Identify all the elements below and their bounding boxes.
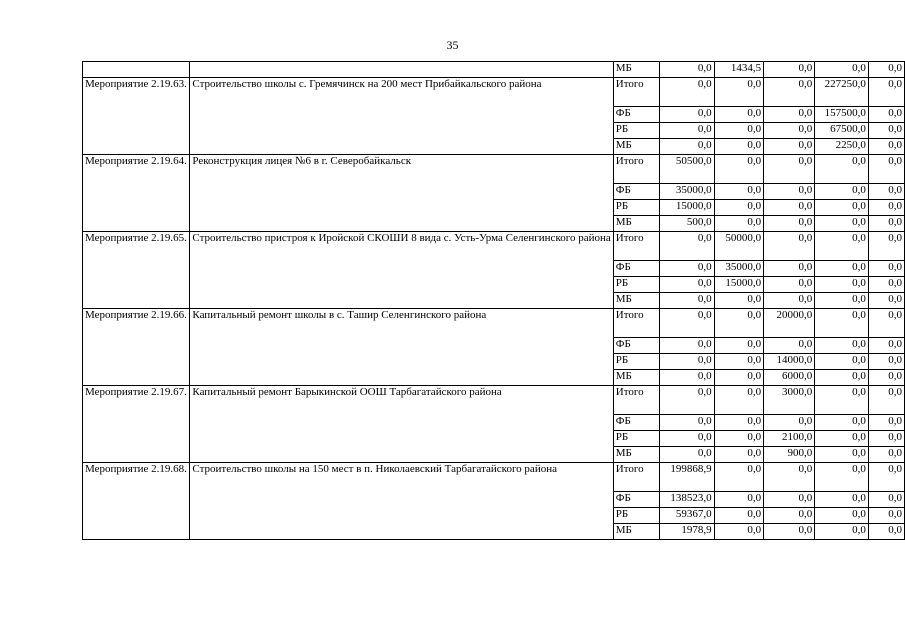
- amount-cell: 0,0: [764, 139, 815, 155]
- table-row: [83, 309, 905, 338]
- amount-cell: 6000,0: [764, 370, 815, 386]
- amount-cell: 0,0: [660, 277, 714, 293]
- measure-name-cell: Строительство школы с. Гремячинск на 200 мест Прибайкальского района: [190, 78, 613, 155]
- activity-cell: Мероприятие 2.19.64.: [83, 155, 190, 232]
- amount-cell: 0,0: [660, 232, 714, 261]
- amount-cell: 0,0: [868, 62, 904, 78]
- amount-cell: 35000,0: [660, 184, 714, 200]
- funding-source-cell: РБ: [613, 123, 659, 139]
- funding-source-cell: МБ: [613, 524, 659, 540]
- budget-table-body: [83, 62, 905, 540]
- amount-cell: 0,0: [764, 508, 815, 524]
- amount-cell: 0,0: [714, 123, 764, 139]
- measure-name-cell: Строительство школы на 150 мест в п. Николаевский Тарбагатайского района: [190, 463, 613, 540]
- amount-cell: 0,0: [868, 309, 904, 338]
- amount-cell: 0,0: [764, 463, 815, 492]
- funding-source-cell: РБ: [613, 431, 659, 447]
- table-row: [83, 463, 905, 492]
- amount-cell: 67500,0: [815, 123, 869, 139]
- amount-cell: 0,0: [815, 216, 869, 232]
- amount-cell: 0,0: [714, 415, 764, 431]
- amount-cell: 227250,0: [815, 78, 869, 107]
- funding-source-cell: МБ: [613, 447, 659, 463]
- amount-cell: 0,0: [764, 62, 815, 78]
- amount-cell: 0,0: [764, 524, 815, 540]
- amount-cell: 0,0: [815, 261, 869, 277]
- amount-cell: 0,0: [714, 107, 764, 123]
- amount-cell: 0,0: [868, 524, 904, 540]
- activity-cell: Мероприятие 2.19.67.: [83, 386, 190, 463]
- activity-cell: Мероприятие 2.19.66.: [83, 309, 190, 386]
- amount-cell: 0,0: [764, 155, 815, 184]
- amount-cell: 0,0: [764, 123, 815, 139]
- amount-cell: 2250,0: [815, 139, 869, 155]
- amount-cell: 0,0: [660, 293, 714, 309]
- amount-cell: 0,0: [660, 78, 714, 107]
- activity-cell: Мероприятие 2.19.68.: [83, 463, 190, 540]
- amount-cell: 0,0: [764, 277, 815, 293]
- amount-cell: 50500,0: [660, 155, 714, 184]
- amount-cell: 0,0: [815, 277, 869, 293]
- funding-source-cell: ФБ: [613, 338, 659, 354]
- amount-cell: 0,0: [714, 386, 764, 415]
- amount-cell: 1978,9: [660, 524, 714, 540]
- funding-source-cell: ФБ: [613, 184, 659, 200]
- amount-cell: 0,0: [764, 293, 815, 309]
- funding-source-cell: РБ: [613, 277, 659, 293]
- amount-cell: 0,0: [714, 216, 764, 232]
- amount-cell: 0,0: [714, 447, 764, 463]
- amount-cell: 0,0: [764, 107, 815, 123]
- funding-source-cell: Итого: [613, 463, 659, 492]
- amount-cell: 0,0: [660, 62, 714, 78]
- amount-cell: 0,0: [815, 338, 869, 354]
- amount-cell: 0,0: [714, 78, 764, 107]
- budget-table: [82, 61, 905, 540]
- measure-name-cell: Капитальный ремонт школы в с. Ташир Селенгинского района: [190, 309, 613, 386]
- amount-cell: 2100,0: [764, 431, 815, 447]
- amount-cell: 35000,0: [714, 261, 764, 277]
- amount-cell: 0,0: [660, 386, 714, 415]
- measure-name-cell: [190, 62, 613, 78]
- amount-cell: 0,0: [714, 293, 764, 309]
- amount-cell: 0,0: [868, 200, 904, 216]
- table-row: [83, 232, 905, 261]
- table-row: [83, 155, 905, 184]
- amount-cell: 0,0: [868, 386, 904, 415]
- activity-cell: Мероприятие 2.19.63.: [83, 78, 190, 155]
- funding-source-cell: РБ: [613, 200, 659, 216]
- amount-cell: 0,0: [868, 261, 904, 277]
- amount-cell: 0,0: [714, 200, 764, 216]
- activity-cell: Мероприятие 2.19.65.: [83, 232, 190, 309]
- amount-cell: 0,0: [714, 463, 764, 492]
- funding-source-cell: МБ: [613, 62, 659, 78]
- amount-cell: 0,0: [815, 184, 869, 200]
- amount-cell: 0,0: [868, 277, 904, 293]
- amount-cell: 0,0: [868, 463, 904, 492]
- table-row: [83, 78, 905, 107]
- funding-source-cell: ФБ: [613, 415, 659, 431]
- amount-cell: 0,0: [868, 232, 904, 261]
- amount-cell: 0,0: [815, 447, 869, 463]
- amount-cell: 0,0: [764, 338, 815, 354]
- funding-source-cell: МБ: [613, 139, 659, 155]
- amount-cell: 0,0: [815, 415, 869, 431]
- amount-cell: 59367,0: [660, 508, 714, 524]
- page-number: 35: [446, 38, 459, 52]
- funding-source-cell: Итого: [613, 309, 659, 338]
- amount-cell: 0,0: [660, 338, 714, 354]
- funding-source-cell: Итого: [613, 78, 659, 107]
- amount-cell: 20000,0: [764, 309, 815, 338]
- amount-cell: 0,0: [815, 200, 869, 216]
- amount-cell: 0,0: [815, 463, 869, 492]
- amount-cell: 0,0: [660, 370, 714, 386]
- amount-cell: 0,0: [868, 492, 904, 508]
- measure-name-cell: Капитальный ремонт Барыкинской ООШ Тарбагатайского района: [190, 386, 613, 463]
- amount-cell: 199868,9: [660, 463, 714, 492]
- amount-cell: 0,0: [714, 354, 764, 370]
- amount-cell: 0,0: [714, 309, 764, 338]
- amount-cell: 0,0: [815, 431, 869, 447]
- amount-cell: 0,0: [714, 139, 764, 155]
- amount-cell: 0,0: [868, 107, 904, 123]
- amount-cell: 0,0: [660, 415, 714, 431]
- amount-cell: 0,0: [714, 184, 764, 200]
- amount-cell: 0,0: [764, 232, 815, 261]
- amount-cell: 14000,0: [764, 354, 815, 370]
- amount-cell: 15000,0: [714, 277, 764, 293]
- amount-cell: 0,0: [868, 123, 904, 139]
- amount-cell: 0,0: [815, 293, 869, 309]
- amount-cell: 0,0: [868, 508, 904, 524]
- amount-cell: 0,0: [714, 370, 764, 386]
- amount-cell: 0,0: [815, 370, 869, 386]
- amount-cell: 0,0: [660, 123, 714, 139]
- amount-cell: 0,0: [868, 447, 904, 463]
- amount-cell: 0,0: [660, 354, 714, 370]
- amount-cell: 0,0: [868, 354, 904, 370]
- amount-cell: 0,0: [815, 492, 869, 508]
- amount-cell: 0,0: [868, 139, 904, 155]
- amount-cell: 0,0: [868, 338, 904, 354]
- amount-cell: 0,0: [815, 386, 869, 415]
- amount-cell: 0,0: [815, 155, 869, 184]
- funding-source-cell: Итого: [613, 155, 659, 184]
- amount-cell: 0,0: [764, 216, 815, 232]
- funding-source-cell: Итого: [613, 386, 659, 415]
- amount-cell: 500,0: [660, 216, 714, 232]
- amount-cell: 0,0: [714, 338, 764, 354]
- amount-cell: 0,0: [868, 415, 904, 431]
- amount-cell: 50000,0: [714, 232, 764, 261]
- activity-cell: [83, 62, 190, 78]
- amount-cell: 0,0: [868, 155, 904, 184]
- amount-cell: 0,0: [764, 261, 815, 277]
- amount-cell: 0,0: [660, 431, 714, 447]
- amount-cell: 0,0: [815, 309, 869, 338]
- funding-source-cell: МБ: [613, 216, 659, 232]
- amount-cell: 138523,0: [660, 492, 714, 508]
- table-row: [83, 386, 905, 415]
- amount-cell: 0,0: [764, 415, 815, 431]
- amount-cell: 0,0: [714, 508, 764, 524]
- amount-cell: 0,0: [815, 508, 869, 524]
- amount-cell: 157500,0: [815, 107, 869, 123]
- amount-cell: 0,0: [714, 431, 764, 447]
- measure-name-cell: Реконструкция лицея №6 в г. Северобайкальск: [190, 155, 613, 232]
- funding-source-cell: РБ: [613, 354, 659, 370]
- amount-cell: 0,0: [868, 431, 904, 447]
- amount-cell: 3000,0: [764, 386, 815, 415]
- amount-cell: 900,0: [764, 447, 815, 463]
- amount-cell: 0,0: [815, 524, 869, 540]
- funding-source-cell: МБ: [613, 370, 659, 386]
- table-row: [83, 62, 905, 78]
- amount-cell: 0,0: [868, 216, 904, 232]
- funding-source-cell: МБ: [613, 293, 659, 309]
- amount-cell: 0,0: [764, 492, 815, 508]
- measure-name-cell: Строительство пристроя к Иройской СКОШИ 8 вида с. Усть-Урма Селенгинского района: [190, 232, 613, 309]
- funding-source-cell: РБ: [613, 508, 659, 524]
- amount-cell: 0,0: [660, 139, 714, 155]
- amount-cell: 0,0: [660, 447, 714, 463]
- funding-source-cell: Итого: [613, 232, 659, 261]
- amount-cell: 0,0: [764, 78, 815, 107]
- amount-cell: 0,0: [815, 354, 869, 370]
- amount-cell: 0,0: [815, 62, 869, 78]
- funding-source-cell: ФБ: [613, 261, 659, 277]
- funding-source-cell: ФБ: [613, 107, 659, 123]
- amount-cell: 0,0: [714, 524, 764, 540]
- amount-cell: 0,0: [868, 184, 904, 200]
- amount-cell: 0,0: [868, 370, 904, 386]
- amount-cell: 0,0: [764, 200, 815, 216]
- amount-cell: 0,0: [714, 492, 764, 508]
- amount-cell: 15000,0: [660, 200, 714, 216]
- amount-cell: 0,0: [815, 232, 869, 261]
- amount-cell: 0,0: [868, 293, 904, 309]
- amount-cell: 0,0: [660, 309, 714, 338]
- amount-cell: 1434,5: [714, 62, 764, 78]
- amount-cell: 0,0: [764, 184, 815, 200]
- amount-cell: 0,0: [660, 107, 714, 123]
- funding-source-cell: ФБ: [613, 492, 659, 508]
- amount-cell: 0,0: [868, 78, 904, 107]
- amount-cell: 0,0: [714, 155, 764, 184]
- amount-cell: 0,0: [660, 261, 714, 277]
